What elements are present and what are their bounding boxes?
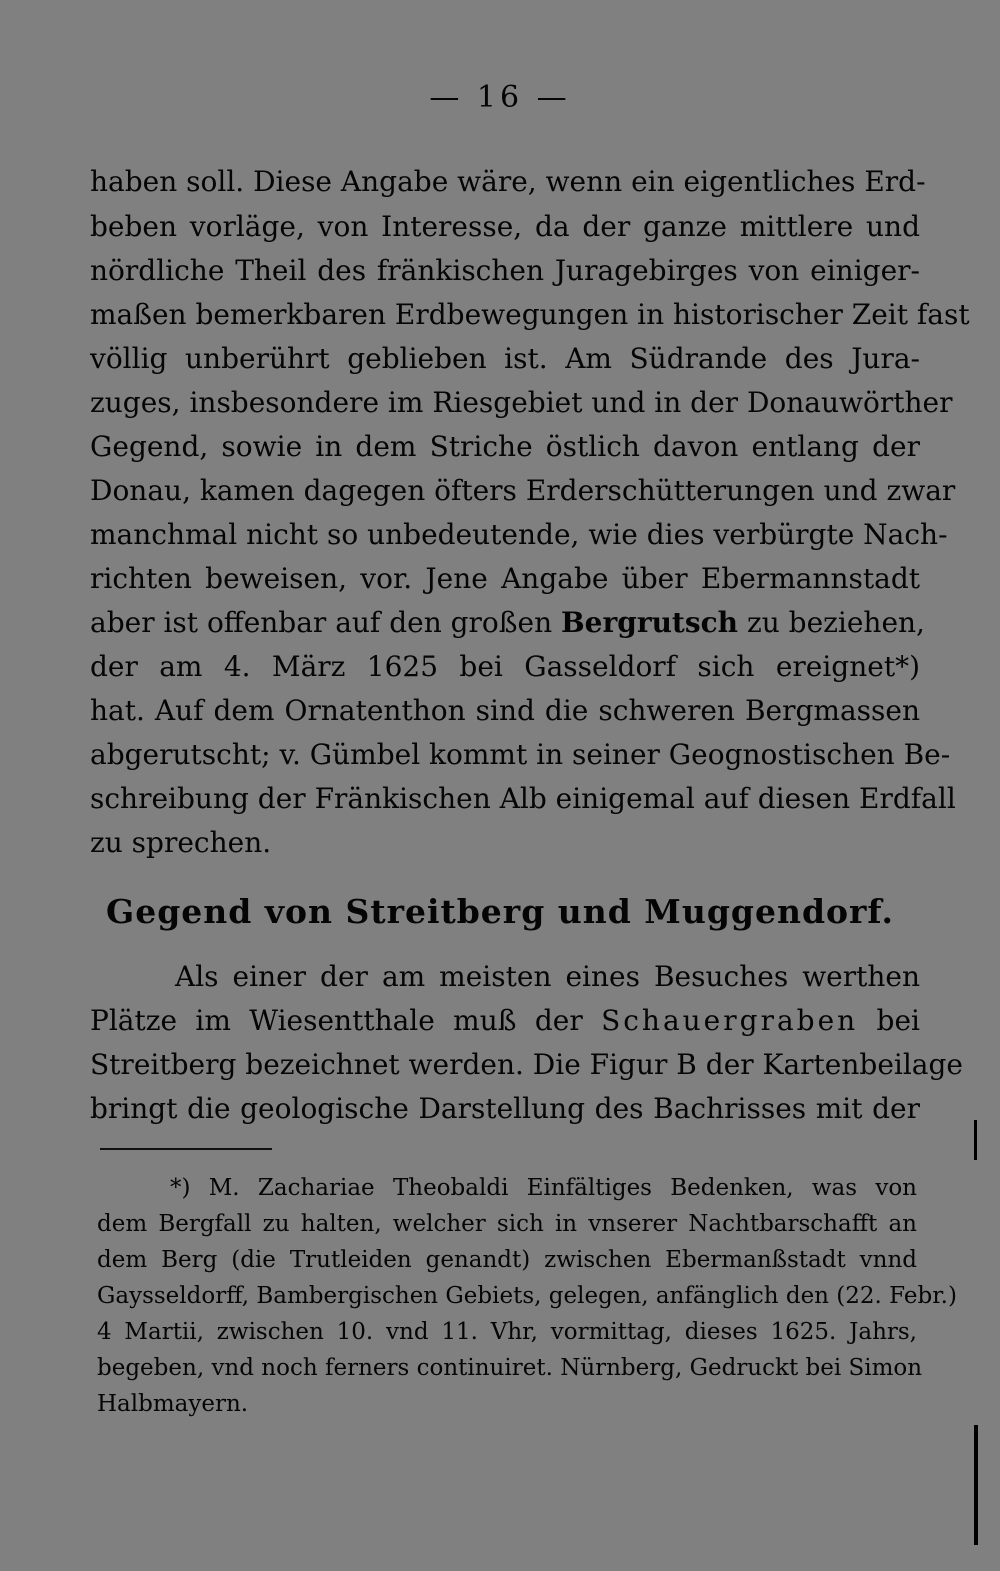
body-line: haben soll. Diese Angabe wäre, wenn ein eigentliches Erd- xyxy=(90,165,926,198)
body-line: manchmal nicht so unbedeutende, wie dies verbürgte Nach- xyxy=(90,518,948,551)
body-line xyxy=(90,999,920,1043)
body-line: Als einer der am meisten eines Besuches werthen xyxy=(175,960,920,993)
body-line: Streitberg bezeichnet werden. Die Figur B der Kartenbeilage xyxy=(90,1048,963,1081)
body-line: beben vorläge, von Interesse, da der ganze mittlere und xyxy=(90,210,920,243)
body-line: richten beweisen, vor. Jene Angabe über Ebermannstadt xyxy=(90,562,920,595)
footnote-line: *) M. Zachariae Theobaldi Einfältiges Bedenken, was von xyxy=(170,1175,917,1201)
body-line: hat. Auf dem Ornatenthon sind die schweren Bergmassen xyxy=(90,694,920,727)
footnote-line: 4 Martii, zwischen 10. vnd 11. Vhr, vormittag, dieses 1625. Jahrs, xyxy=(97,1319,917,1345)
body-text: aber ist offenbar auf den großen xyxy=(90,606,553,639)
emphasis-bergrutsch: Bergrutsch xyxy=(561,606,739,639)
spaced-term: Schauergraben xyxy=(601,1004,859,1037)
body-text: zu beziehen, xyxy=(746,606,925,639)
body-line: völlig unberührt geblieben ist. Am Südrande des Jura- xyxy=(90,342,920,375)
body-line: maßen bemerkbaren Erdbewegungen in historischer Zeit fast xyxy=(90,298,970,331)
footnote-line: Gaysseldorff, Bambergischen Gebiets, gelegen, anfänglich den (22. Febr.) xyxy=(97,1283,957,1309)
body-line: zuges, insbesondere im Riesgebiet und in der Donauwörther xyxy=(90,386,953,419)
footnote-line: begeben, vnd noch ferners continuiret. Nürnberg, Gedruckt bei Simon xyxy=(97,1355,923,1381)
page-number: — 16 — xyxy=(429,80,571,115)
footnote-line: dem Berg (die Trutleiden genandt) zwischen Ebermanßstadt vnnd xyxy=(97,1247,917,1273)
body-line: zu sprechen. xyxy=(90,826,272,859)
body-text: bei xyxy=(876,1004,920,1037)
body-line: Donau, kamen dagegen öfters Erderschütterungen und zwar xyxy=(90,474,956,507)
footnote-line: Halbmayern. xyxy=(97,1391,249,1417)
scan-edge-mark xyxy=(974,1425,978,1545)
body-line: bringt die geologische Darstellung des Bachrisses mit der xyxy=(90,1092,920,1125)
body-line: der am 4. März 1625 bei Gasseldorf sich ereignet*) xyxy=(90,650,920,683)
scan-edge-mark xyxy=(974,1120,977,1160)
body-line: nördliche Theil des fränkischen Juragebirges von einiger- xyxy=(90,254,920,287)
footnote-rule xyxy=(100,1148,272,1150)
body-line: abgerutscht; v. Gümbel kommt in seiner Geognostischen Be- xyxy=(90,738,951,771)
footnote-line: dem Bergfall zu halten, welcher sich in vnserer Nachtbarschafft an xyxy=(97,1211,917,1237)
body-line: schreibung der Fränkischen Alb einigemal auf diesen Erdfall xyxy=(90,782,956,815)
body-line xyxy=(90,601,925,645)
body-line: Gegend, sowie in dem Striche östlich davon entlang der xyxy=(90,430,920,463)
body-text: Plätze im Wiesentthale muß der xyxy=(90,1004,583,1037)
section-heading: Gegend von Streitberg und Muggendorf. xyxy=(106,892,894,931)
